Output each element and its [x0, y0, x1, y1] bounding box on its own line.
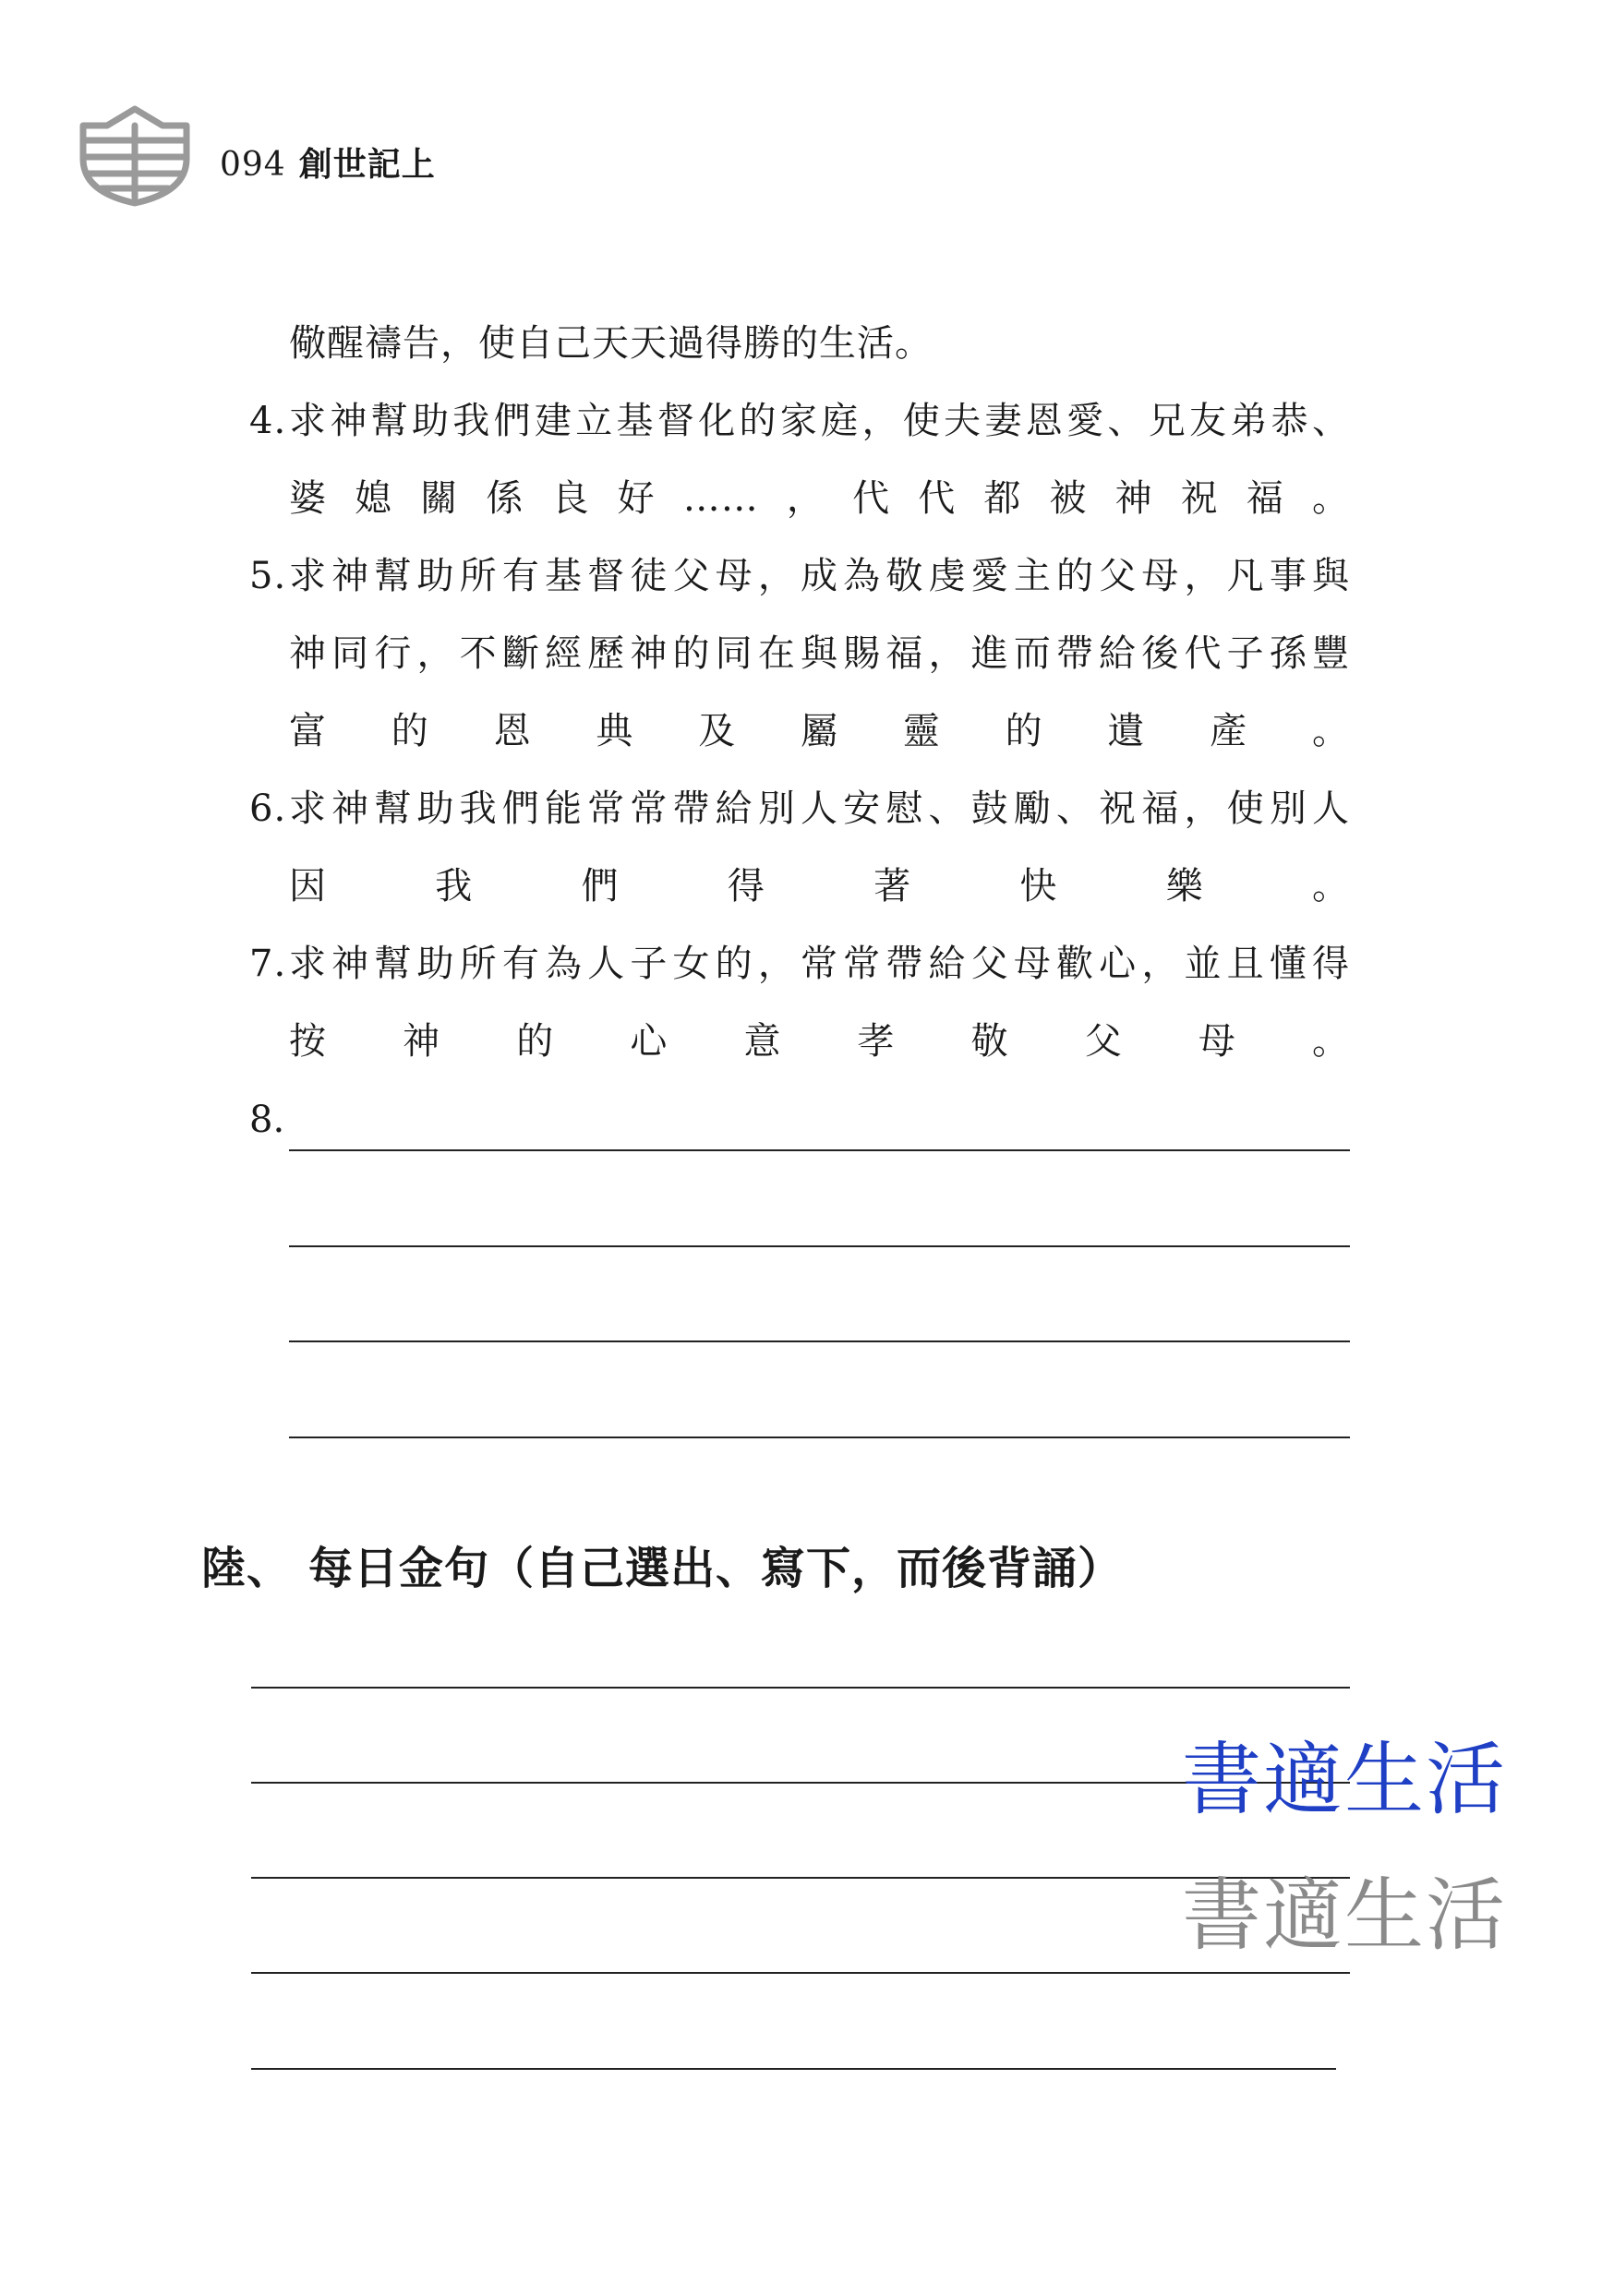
item-number: 6.	[249, 787, 287, 830]
book-title: 創世記上	[298, 145, 436, 184]
writing-line[interactable]	[289, 1340, 1350, 1342]
page-number: 094	[220, 146, 286, 184]
section-title: 每日金句（自己選出、寫下，而後背誦）	[308, 1543, 1124, 1594]
writing-line[interactable]	[251, 1687, 1350, 1689]
writing-line[interactable]	[251, 1972, 1350, 1974]
item-number: 7.	[249, 943, 287, 985]
item-text: 求神幫助所有基督徒父母，成為敬虔愛主的父母，凡事與 神同行，不斷經歷神的同在與賜福，進而帶給後代子孫豐 富的恩典及屬靈的遺產。	[289, 555, 1350, 752]
list-item	[249, 537, 1350, 770]
item-text: 求神幫助我們建立基督化的家庭，使夫妻恩愛、兄友弟恭、 婆媳關係良好……，代代都被神祝福。	[289, 400, 1350, 520]
writing-line[interactable]	[289, 1245, 1350, 1247]
list-item	[249, 770, 1350, 925]
watermark-gray: 書適生活	[1182, 1869, 1507, 1962]
section-ordinal: 陸、	[201, 1543, 293, 1594]
item-text: 求神幫助所有為人子女的，常常帶給父母歡心，並且懂得 按神的心意孝敬父母。	[289, 943, 1350, 1063]
continued-line: 儆醒禱告，使自己天天過得勝的生活。	[289, 322, 933, 365]
section-heading	[201, 1533, 1123, 1596]
page-header	[220, 138, 436, 186]
watermark-blue: 書適生活	[1182, 1734, 1507, 1826]
writing-line[interactable]	[289, 1149, 1350, 1151]
item-number: 5.	[249, 555, 287, 597]
item-text: 求神幫助我們能常常帶給別人安慰、鼓勵、祝福，使別人 因我們得著快樂。	[289, 787, 1350, 908]
list-item	[249, 382, 1350, 537]
list-item	[249, 925, 1350, 1080]
item-number: 4.	[249, 400, 287, 442]
ark-emblem-icon	[74, 102, 196, 209]
writing-line[interactable]	[289, 1437, 1350, 1438]
writing-line[interactable]	[251, 2068, 1336, 2070]
blank-item-number: 8.	[249, 1099, 285, 1141]
